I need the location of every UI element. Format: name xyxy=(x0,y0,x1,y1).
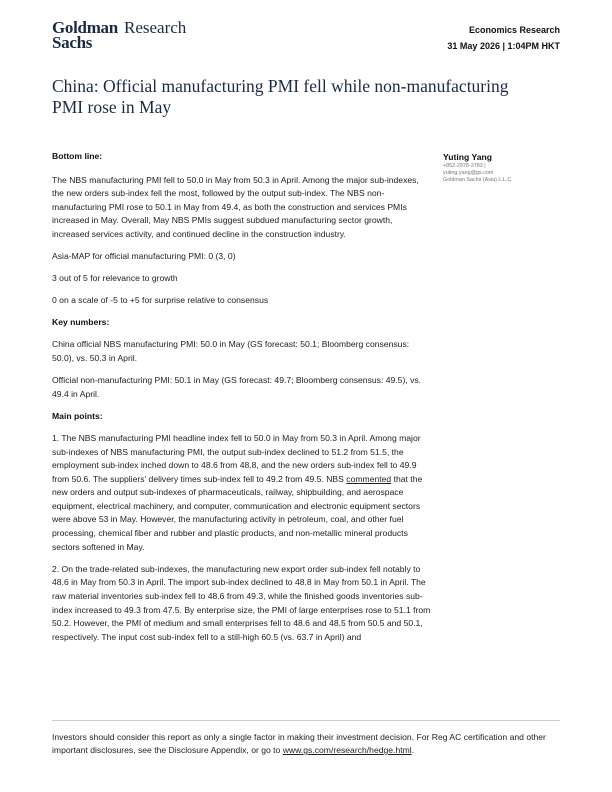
goldman-sachs-logo xyxy=(52,20,192,52)
author-phone: +852-2978-2783 | xyxy=(443,163,486,169)
commented-link[interactable]: commented xyxy=(346,473,392,484)
key-number-manufacturing: China official NBS manufacturing PMI: 50.0 in May (GS forecast: 50.1; Bloomberg consensus: 50.0), vs. 50.3 in April. xyxy=(52,339,410,364)
main-point-1-text-b: that the new orders and output sub-indexes of pharmaceuticals, railway, shipbuilding, and aerospace equipment, electrical machinery, and computer, communication and electronic equipment sectors were above 53 in May. However, the manufacturing activity in petroleum, coal, and other fuel processing, chemical fiber and rubber and plastic products, and non-metallic mineral products sectors softened in May. xyxy=(52,473,423,552)
page-title: China: Official manufacturing PMI fell while non-manufacturing PMI rose in May xyxy=(52,76,509,117)
disclosure-footer xyxy=(52,731,552,757)
logo-line-1: Goldman xyxy=(52,18,118,37)
disclosure-link[interactable]: www.gs.com/research/hedge.html xyxy=(282,745,412,755)
footer-divider xyxy=(52,720,560,721)
logo-line-2: Sachs xyxy=(52,33,93,52)
main-point-1-text-a: 1. The NBS manufacturing PMI headline index fell to 50.0 in May from 50.3 in April. Among major sub-indexes of NBS manufacturing PMI, the output sub-index declined to 51.2 from 51.5, the employment sub-index inched down to 48.6 from 48.8, and the new orders sub-index fell to 49.9 from 50.6. The suppliers' delivery times sub-index fell to 49.2 from 49.5. NBS xyxy=(52,432,421,484)
surprise-line: 0 on a scale of -5 to +5 for surprise relative to consensus xyxy=(52,295,269,306)
bottom-line-text: The NBS manufacturing PMI fell to 50.0 in May from 50.3 in April. Among the major sub-indexes, the new orders sub-index fell the most, followed by the output sub-index. The NBS non-manufacturing PMI rose to 50.1 in May from 49.4, as both the construction and services PMIs increased in May. Overall, May NBS PMIs suggest subdued manufacturing sector growth, increased services activity, and continued decline in the construction industry. xyxy=(52,174,419,239)
report-body xyxy=(52,150,432,653)
asia-map-line: Asia-MAP for official manufacturing PMI: 0 (3, 0) xyxy=(52,251,236,262)
report-meta xyxy=(447,22,560,54)
relevance-line: 3 out of 5 for relevance to growth xyxy=(52,273,178,284)
bottom-line-heading: Bottom line: xyxy=(52,151,103,161)
key-numbers-heading: Key numbers: xyxy=(52,317,110,328)
disclosure-suffix: . xyxy=(411,745,415,755)
main-points-heading: Main points: xyxy=(52,410,103,421)
author-name[interactable]: Yuting Yang xyxy=(443,152,493,162)
main-point-1 xyxy=(52,432,432,554)
report-date: 31 May 2026 | 1:04PM HKT xyxy=(447,41,560,51)
author-email[interactable]: yuting.yang@gs.com xyxy=(443,170,494,176)
key-number-non-manufacturing: Official non-manufacturing PMI: 50.1 in May (GS forecast: 49.7; Bloomberg consensus: 49.5), vs. 49.4 in April. xyxy=(52,375,422,399)
report-category: Economics Research xyxy=(468,25,560,35)
disclosure-text: Investors should consider this report as only a single factor in making their investment decision. For Reg AC certification and other important disclosures, see the Disclosure Appendix, or go to xyxy=(52,732,546,755)
author-block xyxy=(443,152,543,184)
logo-research: Research xyxy=(124,18,187,37)
author-firm: Goldman Sachs (Asia) L.L.C. xyxy=(443,177,513,183)
logo-wordmark xyxy=(52,20,118,50)
main-point-2: 2. On the trade-related sub-indexes, the manufacturing new export order sub-index fell notably to 48.6 in May from 50.3 in April. The import sub-index declined to 48.8 in May from 50.1 in April. The raw material inventories sub-index fell to 48.6 from 49.3, while the finished goods inventories sub-index increased to 49.3 from 47.5. By enterprise size, the PMI of large enterprises rose to 51.1 from 50.2. However, the PMI of medium and small enterprises fell to 48.6 and 48.5 from 50.5 and 50.1, respectively. The input cost sub-index fell to a still-high 60.5 (vs. 63.7 in April) and xyxy=(52,563,431,642)
